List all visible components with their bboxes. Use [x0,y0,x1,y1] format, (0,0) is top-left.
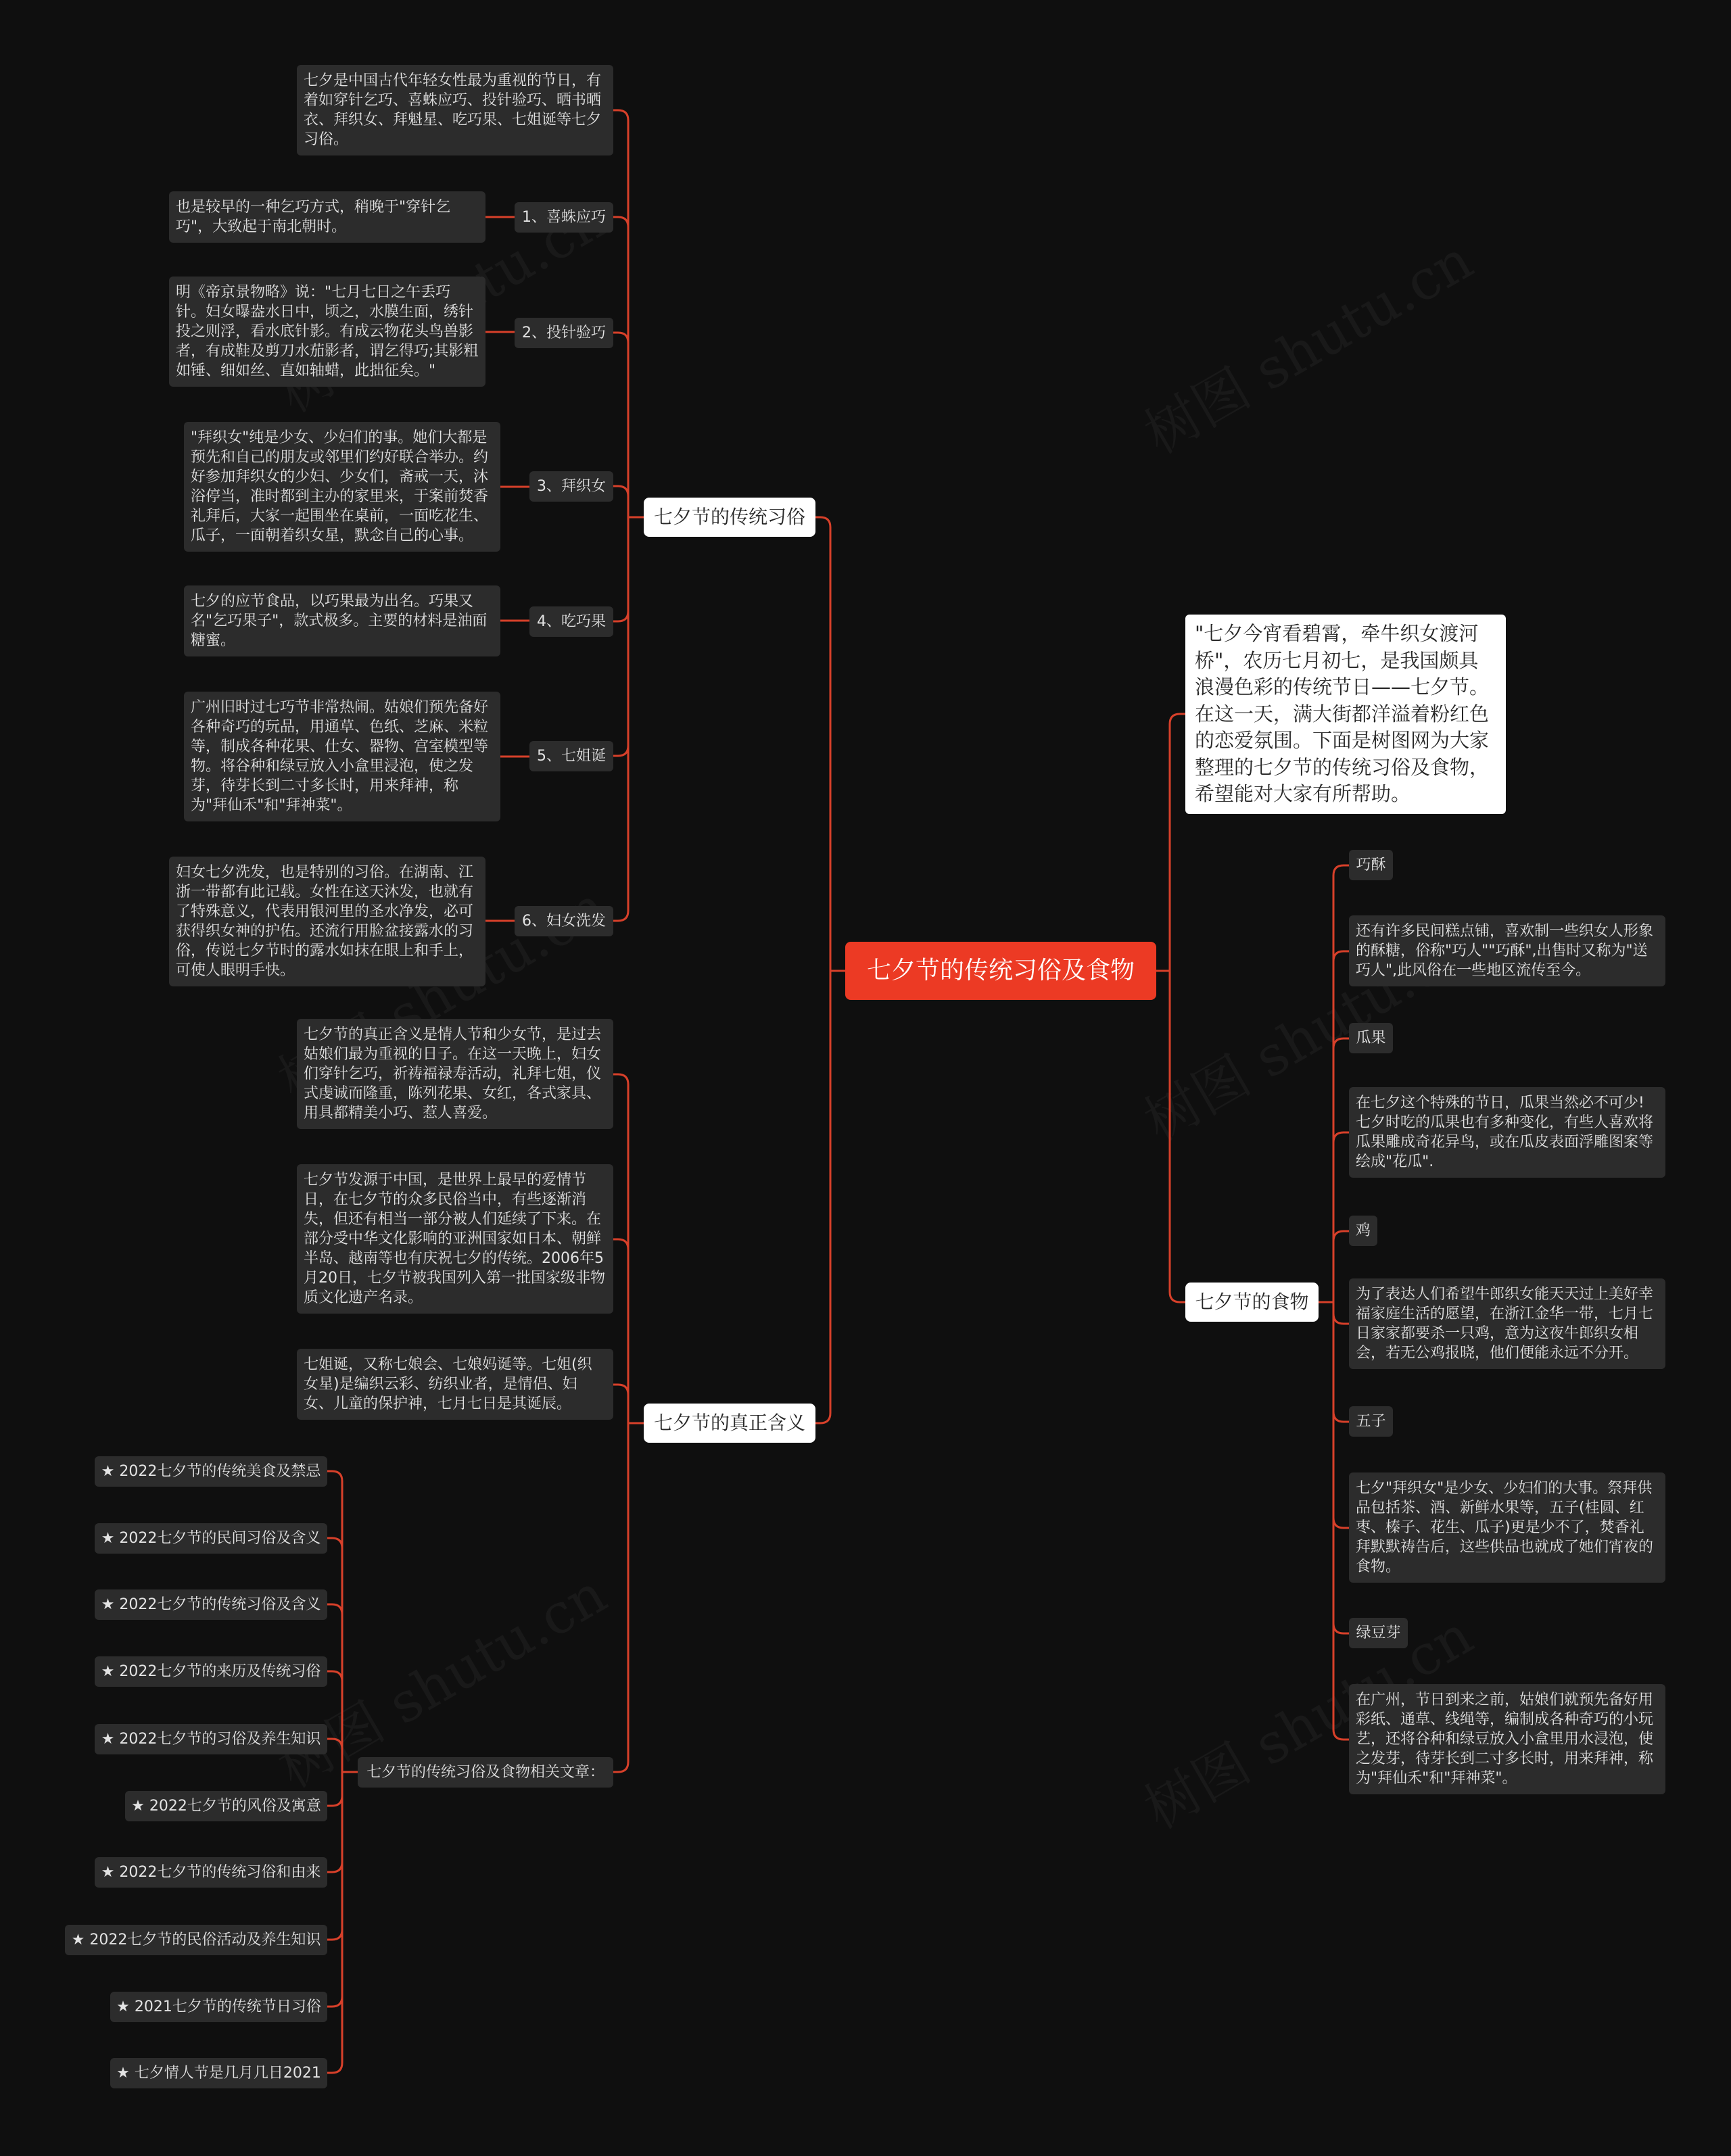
related-article-link[interactable]: ★ 2022七夕节的习俗及养生知识 [95,1724,327,1754]
connector-line [327,1739,342,1772]
food-item-label: 巧酥 [1349,850,1393,880]
food-item-detail: 七夕"拜织女"是少女、少妇们的大事。祭拜供品包括茶、酒、新鲜水果等，五子(桂圆、红枣、榛子、花生、瓜子)更是少不了，焚香礼拜默默祷告后，这些供品也就成了她们宵夜的食物。 [1349,1472,1665,1583]
connector-line [613,110,628,517]
connector-line [613,1239,628,1423]
connector-line [327,1772,342,1872]
related-article-link[interactable]: ★ 七夕情人节是几月几日2021 [110,2058,327,2088]
custom-item-label: 2、投针验巧 [515,318,613,348]
connector-line [1333,865,1349,1302]
connector-line [613,517,628,756]
topic-traditional-customs: 七夕节的传统习俗 [644,498,815,537]
connector-line [1333,951,1349,1302]
related-article-link[interactable]: ★ 2022七夕节的民俗活动及养生知识 [65,1925,327,1955]
connector-line [613,517,628,921]
connector-line [327,1671,342,1772]
connector-line [613,1385,628,1423]
related-article-link[interactable]: ★ 2022七夕节的传统习俗和由来 [95,1857,327,1888]
connector-line [327,1772,342,1940]
topic-true-meaning: 七夕节的真正含义 [644,1404,815,1443]
meaning-paragraph: 七夕节的真正含义是情人节和少女节，是过去姑娘们最为重视的日子。在这一天晚上，妇女们穿针乞巧，祈祷福禄寿活动，礼拜七姐，仪式虔诚而隆重，陈列花果、女红，各式家具、用具都精美小巧、惹人喜爱。 [297,1019,613,1129]
related-article-link[interactable]: ★ 2022七夕节的民间习俗及含义 [95,1523,327,1554]
food-item-detail: 在七夕这个特殊的节日，瓜果当然必不可少!七夕时吃的瓜果也有多种变化，有些人喜欢将瓜果雕成奇花异鸟，或在瓜皮表面浮雕图案等绘成"花瓜". [1349,1087,1665,1178]
food-item-detail: 还有许多民间糕点铺，喜欢制一些织女人形象的酥糖，俗称"巧人""巧酥",出售时又称为"送巧人",此风俗在一些地区流传至今。 [1349,915,1665,986]
custom-item-detail: 妇女七夕洗发，也是特别的习俗。在湖南、江浙一带都有此记载。女性在这天沐发，也就有了特殊意义，代表用银河里的圣水净发，必可获得织女神的护佑。还流行用脸盆接露水的习俗，传说七夕节时的露水如抹在眼上和手上，可使人眼明手快。 [169,857,485,986]
connector-line [1333,1132,1349,1302]
connector-line [1333,1302,1349,1633]
connector-line [327,1604,342,1772]
related-articles-label: 七夕节的传统习俗及食物相关文章： [358,1757,613,1788]
connector-line [815,971,830,1423]
food-item-label: 瓜果 [1349,1023,1393,1053]
customs-summary: 七夕是中国古代年轻女性最为重视的节日，有着如穿针乞巧、喜蛛应巧、投针验巧、晒书晒衣、拜织女、拜魁星、吃巧果、七姐诞等七夕习俗。 [297,65,613,155]
connector-line [327,1538,342,1772]
connector-line [1333,1302,1349,1528]
related-article-link[interactable]: ★ 2022七夕节的传统美食及禁忌 [95,1456,327,1487]
connector-line [613,517,628,621]
custom-item-label: 4、吃巧果 [529,606,613,637]
connector-line [327,1772,342,2007]
connector-line [1333,1302,1349,1324]
topic-festival-food: 七夕节的食物 [1185,1283,1319,1322]
connector-line [1333,1302,1349,1740]
custom-item-detail: 七夕的应节食品，以巧果最为出名。巧果又名"乞巧果子"，款式极多。主要的材料是油面糖蜜。 [184,585,500,656]
custom-item-detail: 明《帝京景物略》说："七月七日之午丢巧针。妇女曝盎水日中，顷之，水膜生面，绣针投之则浮，看水底针影。有成云物花头鸟兽影者，有成鞋及剪刀水茄影者，谓乞得巧;其影粗如锤、细如丝、直如轴蜡，此拙征矣。" [169,277,485,387]
related-article-link[interactable]: ★ 2021七夕节的传统节日习俗 [110,1992,327,2022]
meaning-paragraph: 七姐诞，又称七娘会、七娘妈诞等。七姐(织女星)是编织云彩、纺织业者，是情侣、妇女、儿童的保护神，七月七日是其诞辰。 [297,1349,613,1420]
connector-line [327,1772,342,2073]
food-item-detail: 在广州，节日到来之前，姑娘们就预先备好用彩纸、通草、线绳等，编制成各种奇巧的小玩艺，还将谷种和绿豆放入小盒里用水浸泡，使之发芽，待芽长到二寸多长时，用来拜神，称为"拜仙禾"和"拜神菜"。 [1349,1684,1665,1794]
custom-item-detail: 也是较早的一种乞巧方式，稍晚于"穿针乞巧"，大致起于南北朝时。 [169,191,485,243]
intro-text: "七夕今宵看碧霄，牵牛织女渡河桥"，农历七月初七，是我国颇具浪漫色彩的传统节日——七夕节。在这一天，满大街都洋溢着粉红色的恋爱氛围。下面是树图网为大家整理的七夕节的传统习俗及食物，希望能对大家有所帮助。 [1185,615,1506,814]
food-item-label: 五子 [1349,1406,1393,1437]
custom-item-detail: "拜织女"纯是少女、少妇们的事。她们大都是预先和自己的朋友或邻里们约好联合举办。约好参加拜织女的少妇、少女们，斋戒一天，沐浴停当，准时都到主办的家里来，于案前焚香礼拜后，大家一起围坐在桌前，一面吃花生、瓜子，一面朝着织女星，默念自己的心事。 [184,422,500,552]
related-article-link[interactable]: ★ 2022七夕节的传统习俗及含义 [95,1589,327,1620]
connector-line [327,1772,342,1806]
related-article-link[interactable]: ★ 2022七夕节的风俗及寓意 [125,1791,327,1821]
connector-line [1170,971,1185,1302]
custom-item-label: 6、妇女洗发 [515,906,613,936]
custom-item-label: 1、喜蛛应巧 [515,202,613,233]
custom-item-detail: 广州旧时过七巧节非常热闹。姑娘们预先备好各种奇巧的玩品，用通草、色纸、芝麻、米粒等，制成各种花果、仕女、器物、宫室模型等物。将谷种和绿豆放入小盒里浸泡，使之发芽，待芽长到二寸多长时，用来拜神，称为"拜仙禾"和"拜神菜"。 [184,692,500,821]
food-item-label: 绿豆芽 [1349,1618,1408,1648]
meaning-paragraph: 七夕节发源于中国，是世界上最早的爱情节日，在七夕节的众多民俗当中，有些逐渐消失，但还有相当一部分被人们延续了下来。在部分受中华文化影响的亚洲国家如日本、朝鲜半岛、越南等也有庆祝七夕的传统。2006年5月20日，七夕节被我国列入第一批国家级非物质文化遗产名录。 [297,1164,613,1314]
food-item-detail: 为了表达人们希望牛郎织女能天天过上美好幸福家庭生活的愿望，在浙江金华一带，七月七日家家都要杀一只鸡，意为这夜牛郎织女相会，若无公鸡报晓，他们便能永远不分开。 [1349,1278,1665,1369]
central-topic: 七夕节的传统习俗及食物 [845,942,1156,1000]
connector-line [613,217,628,517]
connector-line [613,1074,628,1423]
connector-line [815,517,830,971]
related-article-link[interactable]: ★ 2022七夕节的来历及传统习俗 [95,1656,327,1687]
custom-item-label: 3、拜织女 [529,471,613,502]
connector-line [1333,1038,1349,1302]
connector-line [327,1471,342,1772]
custom-item-label: 5、七姐诞 [529,741,613,771]
connector-line [1333,1231,1349,1302]
connector-line [1170,714,1185,971]
connector-line [613,486,628,517]
food-item-label: 鸡 [1349,1216,1377,1246]
connector-line [613,1423,628,1772]
